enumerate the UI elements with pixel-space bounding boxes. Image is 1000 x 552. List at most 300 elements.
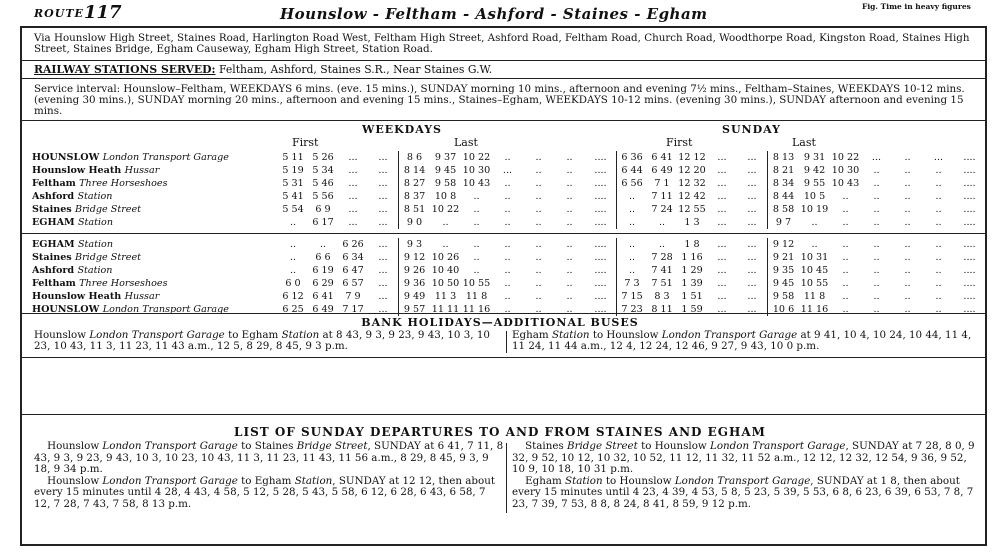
time-cell: 10 43 — [831, 178, 860, 189]
time-cell: .. — [617, 216, 648, 229]
weekdays-last-heading: Last — [454, 136, 478, 149]
time-cell: 8 44 — [768, 190, 800, 203]
time-cell: 5 41 — [282, 191, 304, 202]
time-cell: 6 57 — [342, 278, 364, 289]
time-cell: .... — [963, 217, 976, 228]
railway-stations — [34, 63, 492, 76]
to-desc: Station — [281, 329, 320, 341]
time-cell: 8 11 — [651, 304, 673, 315]
time-cell: .... — [963, 239, 976, 250]
time-cell: .. — [935, 204, 942, 215]
time-cell: .. — [289, 265, 297, 276]
time-cell: .. — [842, 191, 849, 202]
time-cell: .. — [873, 265, 880, 276]
time-cell: 9 0 — [399, 216, 431, 229]
time-cell: 6 29 — [312, 278, 334, 289]
stop-name: Ashford Station — [32, 265, 113, 276]
time-cell: 11 16 — [462, 304, 491, 315]
time-cell: ... — [717, 304, 727, 315]
from-place: Egham — [512, 329, 549, 341]
bank-holidays-title: BANK HOLIDAYS—ADDITIONAL BUSES — [361, 316, 639, 329]
stop-name: Feltham Three Horseshoes — [32, 278, 168, 289]
time-cell: 9 36 — [399, 277, 431, 290]
timetable-row — [20, 203, 985, 216]
time-cell: 9 58 — [768, 290, 800, 303]
time-cell: .. — [842, 204, 849, 215]
stop-name: Hounslow Heath Hussar — [32, 291, 160, 302]
time-cell: 10 55 — [800, 278, 829, 289]
time-cell: .. — [566, 165, 573, 176]
time-cell: 6 41 — [651, 152, 673, 163]
time-cell: 7 24 — [651, 204, 673, 215]
time-cell: ... — [747, 239, 757, 250]
time-cell: .. — [535, 178, 542, 189]
time-cell: 5 54 — [282, 204, 304, 215]
time-cell: .. — [873, 217, 880, 228]
service-interval: Service interval: Hounslow–Feltham, WEEKDAYS 6 mins. (eve. 15 mins.), SUNDAY morning 10 mins., afternoon and evening 7½ mins., Feltham–Staines, WEEKDAYS 10-12 mins. (evening 30 mins.), SUNDAY morning 20 mins., afternoon and evening 15 mins., Staines–Egham, WEEKDAYS 10-12 mins. (evening 30 mins.), SUNDAY afternoon and evening 15 mins. — [34, 83, 965, 117]
time-cell: ... — [747, 204, 757, 215]
time-cell: .. — [873, 278, 880, 289]
time-cell: .. — [504, 178, 511, 189]
time-cell: 6 49 — [312, 304, 334, 315]
time-cell: 1 8 — [684, 239, 700, 250]
time-cell: 5 34 — [312, 165, 334, 176]
railway-label: RAILWAY STATIONS SERVED: — [34, 63, 216, 76]
time-cell: ... — [378, 265, 388, 276]
time-cell: 7 1 — [654, 178, 670, 189]
stop-name: HOUNSLOW London Transport Garage — [32, 152, 229, 163]
time-cell: 12 20 — [678, 165, 706, 176]
time-cell: .. — [535, 217, 542, 228]
time-cell: .. — [873, 191, 880, 202]
time-cell: 10 40 — [431, 265, 460, 276]
stop-name: Ashford Station — [32, 191, 113, 202]
time-cell: 9 37 — [434, 152, 457, 163]
time-cell: 6 36 — [617, 151, 648, 164]
time-cell: .. — [566, 265, 573, 276]
time-cell: .. — [873, 252, 880, 263]
time-cell: .... — [963, 204, 976, 215]
times: at 8 43, 9 3, 9 23, 9 43, 10 3, 10 23, 10 43, 11 3, 11 23, 11 43 a.m., 12 5, 8 29, 8 45, 9 3 p.m. — [34, 329, 490, 352]
time-cell: 12 42 — [678, 191, 706, 202]
time-cell: .... — [594, 217, 607, 228]
time-cell: 8 13 — [768, 151, 800, 164]
time-cell: ... — [378, 291, 388, 302]
time-cell: .. — [873, 165, 880, 176]
time-cell: 8 37 — [399, 190, 431, 203]
time-cell: ... — [378, 278, 388, 289]
timetable-row — [20, 303, 985, 316]
time-cell: .. — [319, 239, 327, 250]
divider — [506, 331, 507, 353]
time-cell: .. — [935, 191, 942, 202]
time-cell: ... — [747, 278, 757, 289]
time-cell: ... — [717, 165, 727, 176]
time-cell: 9 7 — [768, 216, 800, 229]
time-cell: .. — [566, 191, 573, 202]
time-cell: .. — [935, 178, 942, 189]
bank-holidays-right — [512, 330, 977, 352]
page-title: Hounslow - Feltham - Ashford - Staines - Egham — [280, 5, 708, 23]
time-cell: .. — [873, 204, 880, 215]
time-cell: ... — [747, 252, 757, 263]
time-cell: .... — [594, 304, 607, 315]
time-cell: 5 11 — [282, 152, 304, 163]
time-cell: ... — [502, 165, 513, 176]
time-cell: 8 21 — [768, 164, 800, 177]
time-cell: .. — [842, 304, 849, 315]
time-cell: 8 6 — [399, 151, 431, 164]
via-route: Via Hounslow High Street, Staines Road, Harlington Road West, Feltham High Street, Ashford Road, Feltham Road, Church Road, Woodthorpe Road, Kingston Road, Staines High Street, Staines Bridge, Egham Causeway, Egham High Street, Station Road. — [34, 32, 970, 55]
time-cell: 9 45 — [768, 277, 800, 290]
time-cell: 5 31 — [282, 178, 304, 189]
time-cell: ... — [717, 265, 727, 276]
timetable-headings — [20, 121, 987, 151]
time-cell: 9 31 — [803, 152, 826, 163]
time-cell: .. — [535, 204, 542, 215]
timetable-row — [20, 264, 985, 277]
from-desc: Station — [551, 329, 590, 341]
time-cell: 7 11 — [651, 191, 673, 202]
to-desc: London Transport Garage — [661, 329, 798, 341]
time-cell: .... — [963, 178, 976, 189]
time-cell: .. — [873, 291, 880, 302]
time-cell: .. — [289, 239, 297, 250]
time-cell: ... — [348, 217, 358, 228]
time-cell: 9 12 — [768, 238, 800, 251]
time-cell: 8 58 — [768, 203, 800, 216]
time-cell: .. — [442, 239, 449, 250]
time-cell: .. — [935, 165, 942, 176]
time-cell: .. — [935, 278, 942, 289]
time-cell: .. — [904, 178, 911, 189]
time-cell: .. — [566, 204, 573, 215]
time-cell: ... — [348, 191, 358, 202]
time-cell: .. — [535, 252, 542, 263]
time-cell: .. — [504, 191, 511, 202]
timetable-row — [20, 177, 985, 190]
time-cell: 7 15 — [617, 290, 648, 303]
time-cell: ... — [747, 178, 757, 189]
divider — [20, 313, 987, 314]
time-cell: .. — [442, 217, 449, 228]
time-cell: .. — [842, 239, 849, 250]
time-cell: .. — [842, 217, 849, 228]
time-cell: .. — [873, 239, 880, 250]
time-cell: .. — [504, 217, 511, 228]
time-cell: ... — [717, 252, 727, 263]
time-cell: 6 34 — [342, 252, 364, 263]
time-cell: .. — [473, 204, 480, 215]
time-cell: .... — [963, 152, 976, 163]
time-cell: .. — [904, 278, 911, 289]
time-cell: .. — [289, 217, 297, 228]
time-cell: ... — [378, 178, 388, 189]
time-cell: .. — [842, 252, 849, 263]
time-cell: .... — [963, 291, 976, 302]
time-cell: 10 55 — [462, 278, 491, 289]
time-cell: .. — [904, 217, 911, 228]
time-cell: ... — [747, 304, 757, 315]
time-cell: .... — [963, 165, 976, 176]
time-cell: ... — [348, 152, 358, 163]
time-cell: 10 8 — [434, 191, 457, 202]
time-cell: .... — [594, 191, 607, 202]
header-note: Fig. Time in heavy figures — [862, 2, 971, 11]
time-cell: .... — [594, 252, 607, 263]
time-cell: 9 21 — [768, 251, 800, 264]
stop-name: HOUNSLOW London Transport Garage — [32, 304, 229, 315]
time-cell: 8 34 — [768, 177, 800, 190]
time-cell: ... — [717, 204, 727, 215]
time-cell: .. — [566, 239, 573, 250]
time-cell: ... — [717, 239, 727, 250]
time-cell: ... — [933, 152, 944, 163]
sunday-list-right — [512, 441, 977, 510]
time-cell: ... — [747, 291, 757, 302]
sunday-list-left — [34, 441, 504, 510]
railway-text: Feltham, Ashford, Staines S.R., Near Staines G.W. — [218, 63, 493, 76]
time-cell: 10 30 — [831, 165, 860, 176]
time-cell: .. — [535, 239, 542, 250]
time-cell: .. — [873, 304, 880, 315]
time-cell: ... — [378, 239, 388, 250]
time-cell: .. — [504, 291, 511, 302]
time-cell: 9 3 — [399, 238, 431, 251]
time-cell: 9 42 — [803, 165, 826, 176]
sunday-heading: SUNDAY — [722, 123, 781, 136]
time-cell: 12 12 — [678, 152, 706, 163]
time-cell: ... — [717, 178, 727, 189]
time-cell: .... — [963, 278, 976, 289]
time-cell: 6 26 — [342, 239, 364, 250]
time-cell: 7 3 — [617, 277, 648, 290]
time-cell: 5 46 — [312, 178, 334, 189]
time-cell: .. — [617, 190, 648, 203]
to-place: to Hounslow — [592, 329, 659, 341]
time-cell: .. — [535, 165, 542, 176]
time-cell: 11 16 — [800, 304, 829, 315]
time-cell: ... — [348, 178, 358, 189]
time-cell: 7 23 — [617, 303, 648, 316]
time-cell: 5 56 — [312, 191, 334, 202]
sunday-list-title: LIST OF SUNDAY DEPARTURES TO AND FROM STAINES AND EGHAM — [234, 425, 766, 439]
timetable-row — [20, 216, 985, 229]
time-cell: 8 3 — [654, 291, 670, 302]
time-cell: ... — [717, 191, 727, 202]
timetable-row — [20, 290, 985, 303]
time-cell: 7 28 — [651, 252, 673, 263]
timetable-inbound — [20, 238, 986, 316]
time-cell: .... — [594, 165, 607, 176]
time-cell: 6 25 — [282, 304, 304, 315]
time-cell: 10 22 — [462, 152, 491, 163]
time-cell: 7 17 — [342, 304, 364, 315]
divider — [20, 233, 987, 235]
time-cell: .. — [658, 217, 666, 228]
time-cell: ... — [717, 291, 727, 302]
time-cell: .. — [504, 204, 511, 215]
time-cell: .. — [935, 265, 942, 276]
time-cell: 6 49 — [651, 165, 673, 176]
stop-name: Staines Bridge Street — [32, 252, 141, 263]
time-cell: .. — [504, 265, 511, 276]
timetable-row — [20, 151, 985, 164]
time-cell: .. — [504, 239, 511, 250]
time-cell: ... — [871, 152, 882, 163]
time-cell: 1 29 — [681, 265, 703, 276]
time-cell: 12 55 — [678, 204, 706, 215]
time-cell: 10 30 — [462, 165, 491, 176]
time-cell: ... — [378, 191, 388, 202]
sunday-entry: Hounslow London Transport Garage to Egham Station, SUNDAY at 12 12, then about every 15 minutes until 4 28, 4 43, 4 58, 5 12, 5 28, 5 43, 5 58, 6 12, 6 28, 6 43, 6 58, 7 12, 7 28, 7 43, 7 58, 8 13 p.m. — [34, 474, 495, 510]
time-cell: .. — [504, 252, 511, 263]
time-cell: ... — [378, 217, 388, 228]
timetable-row — [20, 277, 985, 290]
time-cell: .. — [617, 238, 648, 251]
time-cell: ... — [747, 191, 757, 202]
from-place: Hounslow — [34, 329, 87, 341]
divider — [20, 357, 987, 358]
time-cell: .. — [904, 191, 911, 202]
time-cell: .. — [473, 191, 480, 202]
time-cell: .. — [904, 204, 911, 215]
time-cell: 9 49 — [399, 290, 431, 303]
time-cell: 9 57 — [399, 303, 431, 316]
time-cell: .. — [904, 252, 911, 263]
time-cell: .... — [594, 239, 607, 250]
from-desc: London Transport Garage — [89, 329, 225, 341]
time-cell: .. — [935, 252, 942, 263]
stop-name: EGHAM Station — [32, 239, 114, 250]
timetable — [20, 121, 987, 316]
time-cell: .... — [594, 204, 607, 215]
time-cell: 1 3 — [684, 217, 700, 228]
time-cell: 6 0 — [285, 278, 301, 289]
time-cell: .. — [842, 278, 849, 289]
time-cell: 10 6 — [768, 303, 800, 316]
time-cell: .. — [535, 291, 542, 302]
time-cell: 6 41 — [312, 291, 334, 302]
time-cell: .. — [504, 304, 511, 315]
time-cell: 6 44 — [617, 164, 648, 177]
time-cell: .. — [473, 265, 480, 276]
stop-name: Hounslow Heath Hussar — [32, 165, 160, 176]
sunday-first-heading: First — [666, 136, 693, 149]
time-cell: 1 51 — [681, 291, 703, 302]
time-cell: 1 16 — [681, 252, 703, 263]
stop-name: EGHAM Station — [32, 217, 114, 228]
sunday-entry: Staines Bridge Street to Hounslow London Transport Garage, SUNDAY at 7 28, 8 0, 9 32, 9 52, 10 12, 10 32, 10 52, 11 12, 11 32, 11 52 a.m., 12 12, 12 32, 12 54, 9 36, 9 52, 10 9, 10 18, 10 31 p.m. — [512, 440, 975, 475]
time-cell: 11 3 — [434, 291, 457, 302]
time-cell: 11 8 — [803, 291, 826, 302]
time-cell: .. — [566, 252, 573, 263]
time-cell: .. — [935, 291, 942, 302]
time-cell: ... — [378, 204, 388, 215]
timetable-row — [20, 238, 985, 251]
divider — [20, 414, 987, 415]
time-cell: ... — [747, 265, 757, 276]
time-cell: ... — [348, 204, 358, 215]
time-cell: 9 26 — [399, 264, 431, 277]
time-cell: 9 45 — [434, 165, 457, 176]
time-cell: .. — [904, 152, 911, 163]
time-cell: 7 9 — [345, 291, 361, 302]
time-cell: 9 55 — [803, 178, 826, 189]
time-cell: 9 58 — [434, 178, 457, 189]
bank-holidays-left — [34, 330, 504, 352]
time-cell: 6 19 — [312, 265, 334, 276]
time-cell: 6 17 — [312, 217, 334, 228]
time-cell: 10 26 — [431, 252, 460, 263]
time-cell: .. — [904, 239, 911, 250]
timetable-row — [20, 164, 985, 177]
stop-name: Staines Bridge Street — [32, 204, 141, 215]
time-cell: 5 26 — [312, 152, 334, 163]
time-cell: 7 41 — [651, 265, 673, 276]
time-cell: 1 39 — [681, 278, 703, 289]
time-cell: ... — [348, 165, 358, 176]
divider — [20, 78, 987, 79]
time-cell: .. — [566, 152, 573, 163]
time-cell: 10 22 — [831, 152, 860, 163]
time-cell: 6 56 — [617, 177, 648, 190]
time-cell: .... — [594, 291, 607, 302]
sunday-entry: Hounslow London Transport Garage to Staines Bridge Street, SUNDAY at 6 41, 7 11, 8 43, 9 3, 9 23, 9 43, 10 3, 10 23, 10 43, 11 3, 11 23, 11 43, 11 56 a.m., 8 29, 8 45, 9 3, 9 18, 9 34 p.m. — [34, 440, 504, 475]
time-cell: .. — [504, 278, 511, 289]
time-cell: 8 51 — [399, 203, 431, 216]
time-cell: .. — [935, 304, 942, 315]
time-cell: .. — [535, 278, 542, 289]
time-cell: .... — [963, 304, 976, 315]
time-cell: .. — [566, 304, 573, 315]
time-cell: .. — [617, 251, 648, 264]
time-cell: .... — [594, 278, 607, 289]
time-cell: .... — [594, 265, 607, 276]
time-cell: .... — [963, 191, 976, 202]
time-cell: 8 27 — [399, 177, 431, 190]
weekdays-first-heading: First — [292, 136, 319, 149]
time-cell: .. — [811, 239, 818, 250]
time-cell: .. — [658, 239, 666, 250]
time-cell: ... — [747, 152, 757, 163]
time-cell: .. — [617, 203, 648, 216]
time-cell: ... — [747, 165, 757, 176]
time-cell: .. — [566, 178, 573, 189]
time-cell: .. — [904, 304, 911, 315]
time-cell: .. — [842, 265, 849, 276]
time-cell: 10 5 — [803, 191, 826, 202]
divider — [506, 443, 507, 513]
time-cell: 12 32 — [678, 178, 706, 189]
time-cell: .. — [473, 239, 480, 250]
route-number: 117 — [84, 2, 122, 23]
time-cell: .. — [566, 217, 573, 228]
time-cell: 10 22 — [431, 204, 460, 215]
time-cell: .. — [566, 291, 573, 302]
time-cell: .... — [963, 252, 976, 263]
times: at 9 41, 10 4, 10 24, 10 44, 11 4, 11 24, 11 44 a.m., 12 4, 12 24, 12 46, 9 27, 9 43, 10 0 p.m. — [512, 329, 972, 352]
time-cell: 1 59 — [681, 304, 703, 315]
time-cell: 11 8 — [465, 291, 488, 302]
time-cell: 9 12 — [399, 251, 431, 264]
time-cell: .. — [873, 178, 880, 189]
time-cell: ... — [747, 217, 757, 228]
weekdays-heading: WEEKDAYS — [362, 123, 443, 136]
time-cell: 10 50 — [431, 278, 460, 289]
time-cell: ... — [717, 217, 727, 228]
time-cell: .. — [842, 291, 849, 302]
